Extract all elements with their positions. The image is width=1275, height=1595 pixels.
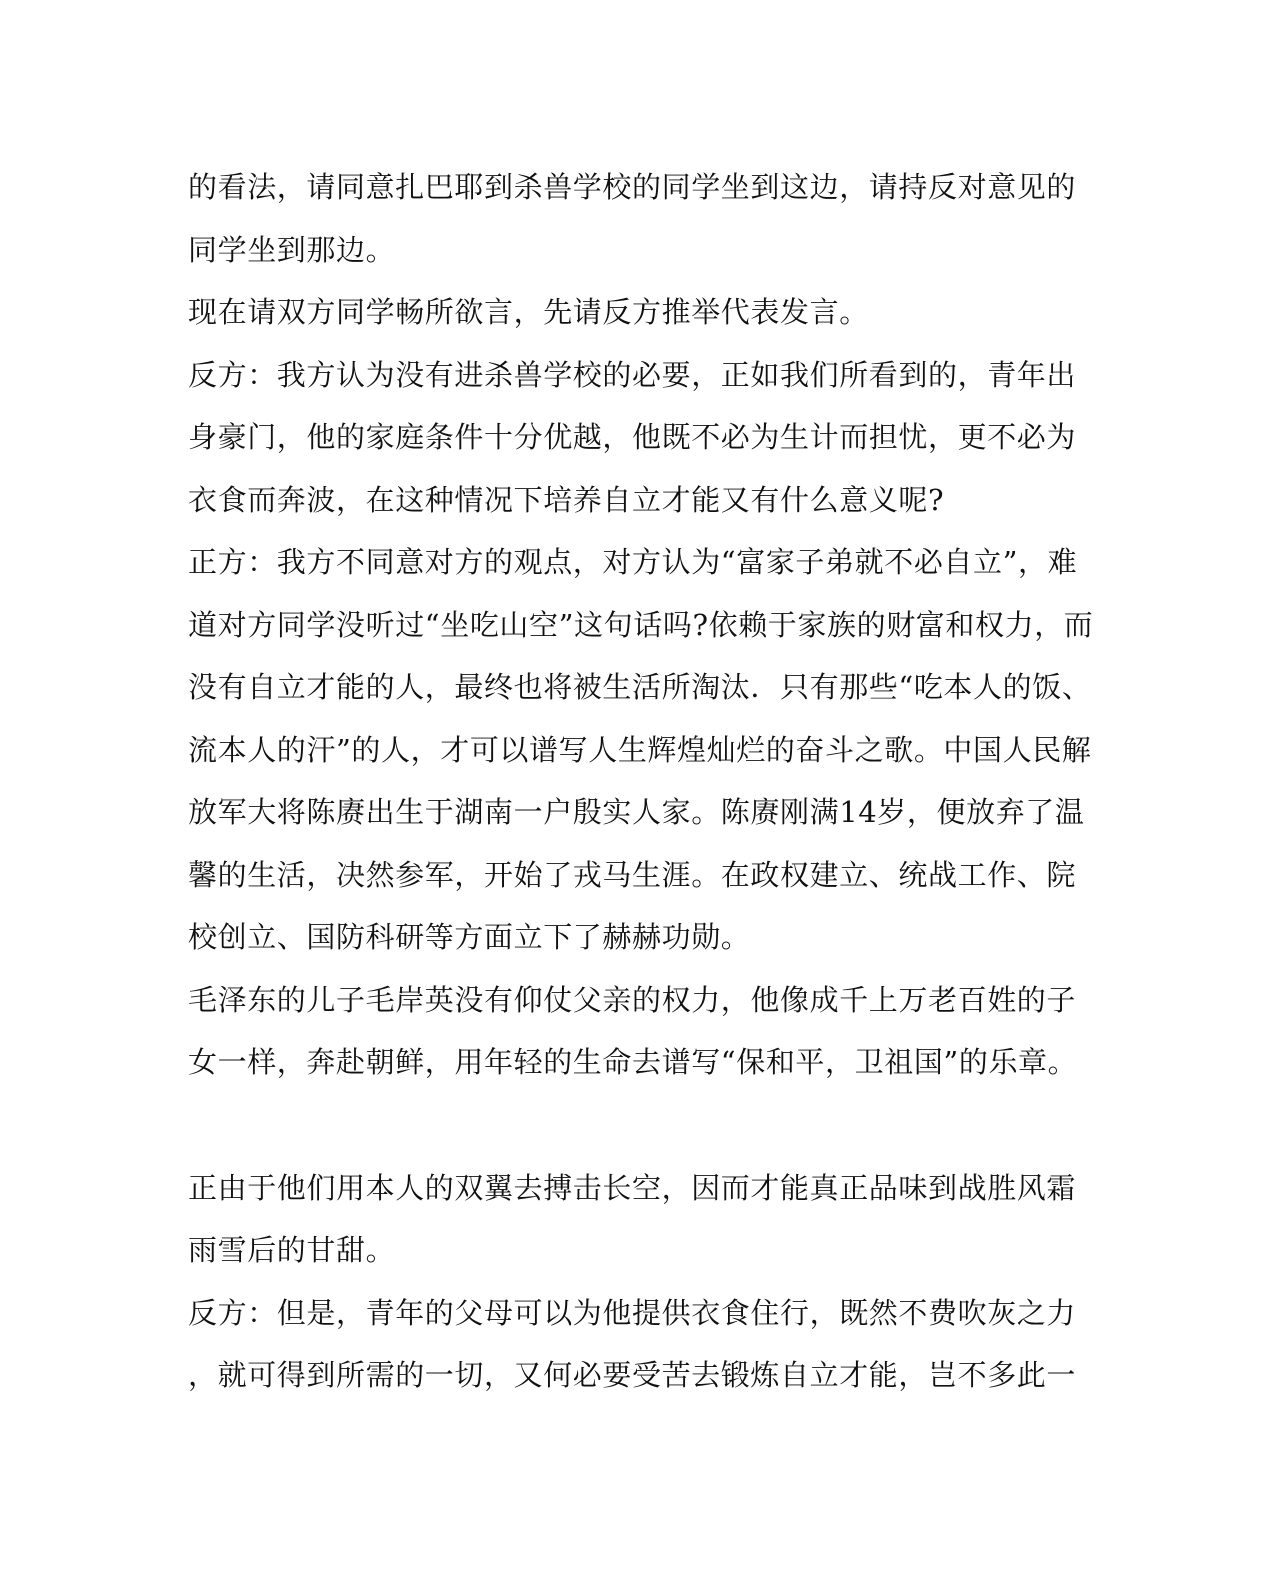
text-line: 馨的生活，决然参军，开始了戎马生涯。在政权建立、统战工作、院: [188, 857, 1077, 892]
text-line: 衣食而奔波，在这种情况下培养自立才能又有什么意义呢?: [188, 482, 945, 517]
text-line: 同学坐到那边。: [188, 232, 396, 267]
text-line: 女一样，奔赴朝鲜，用年轻的生命去谱写“保和平，卫祖国”的乐章。: [188, 1045, 1078, 1079]
text-line: 校创立、国防科研等方面立下了赫赫功勋。: [188, 920, 751, 954]
text-line: 反方：但是，青年的父母可以为他提供衣食住行，既然不费吹灰之力: [188, 1295, 1077, 1330]
text-line: 正方：我方不同意对方的观点，对方认为“富家子弟就不必自立”，难: [188, 545, 1078, 579]
paragraph-gap: [188, 1094, 1088, 1157]
text-line: 毛泽东的儿子毛岸英没有仰仗父亲的权力，他像成千上万老百姓的子: [188, 982, 1077, 1017]
text-line: 流本人的汗”的人，才可以谱写人生辉煌灿烂的奋斗之歌。中国人民解: [188, 732, 1092, 767]
text-line: ，就可得到所需的一切，又何必要受苦去锻炼自立才能，岂不多此一: [188, 1358, 1077, 1392]
text-line: 现在请双方同学畅所欲言，先请反方推举代表发言。: [188, 295, 869, 329]
text-line: 身豪门，他的家庭条件十分优越，他既不必为生计而担忧，更不必为: [188, 420, 1077, 454]
text-line: 道对方同学没听过“坐吃山空”这句话吗?依赖于家族的财富和权力，而: [188, 607, 1094, 642]
text-line: 没有自立才能的人，最终也将被生活所淘汰．只有那些“吃本人的饭、: [188, 670, 1092, 704]
text-line: 的看法，请同意扎巴耶到杀兽学校的同学坐到这边，请持反对意见的: [188, 170, 1077, 204]
text-line: 雨雪后的甘甜。: [188, 1233, 396, 1267]
text-line: 放军大将陈赓出生于湖南一户殷实人家。陈赓刚满14岁，便放弃了温: [188, 795, 1085, 829]
document-body: [188, 156, 1094, 1407]
text-line: 反方：我方认为没有进杀兽学校的必要，正如我们所看到的，青年出: [188, 357, 1077, 392]
text-line: 正由于他们用本人的双翼去搏击长空，因而才能真正品味到战胜风霜: [188, 1170, 1077, 1205]
